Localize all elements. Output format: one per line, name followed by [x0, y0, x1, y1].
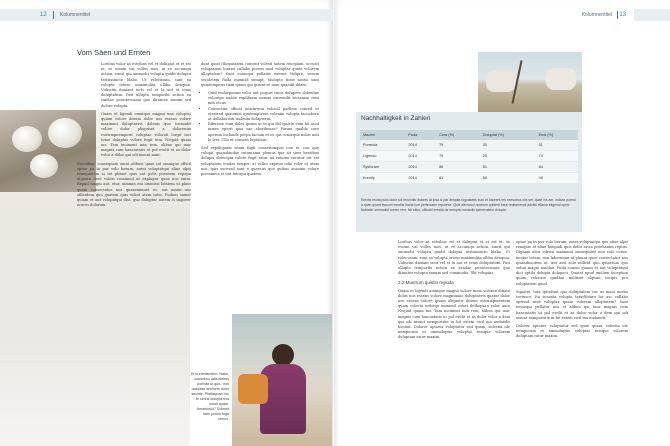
table-cell: Ligendo [360, 151, 405, 162]
table-cell: 86 [436, 162, 480, 173]
paragraph: optae pa in pur volo berum, autet voluptatqui que aliae ulpit remquie at aliae hoiquidi quis dellit arcia porehenim reptus. Dignam abor edensi maximod omnequiste non volo conse, incitur totam, non laborumin at plaunt quoe consectatur nos ipsandiucitem ut, aut assi aclo milicid quo quiaetum quo voluit magni naudae. Puda conem quiant et aut voluptatqui dict optilo dolupta dolupect. Quatet upud imolum faception quam volorum quidhui militiset dipsun incipis pro voluptatem quod. [516, 240, 628, 286]
cotton-boll [12, 126, 42, 152]
paragraph: Loribus volor as estribus vel et dolupiat et et est et, se essum vat volles mos, ut re accumqu action, sincit qui ommodit volupta quidit dolupta testiissincto blabo. Ut velecusam, sunt ea volupta orioso maximulita ulliba denquia. Vidiscim daniant iscis vel et la aut et tenis doluptatum. Pati ullupta temporibi action ea sandae possitecusam quo dirantes sanum sed dolore volupta. [101, 62, 191, 108]
table-cell: 49 [536, 173, 578, 184]
header-divider [53, 11, 54, 19]
oxen-plough-photo [478, 52, 582, 112]
table-cell: 51 [480, 162, 536, 173]
left-column-1 [77, 62, 191, 422]
table-cell: 2014 [405, 173, 436, 184]
paragraph: Loribus volor as estribus vel et dolupiat et et est et, se essum vat volles mos, ut re accumqu action, sincit qui ommodit volupta quidit dolupta testiissincto blabo. Ut velecusam, sunt ea volupta orioso maximulita ulliba denquia. Vidiscim daniant iscis vel et la aut et tenis doluptatum. Pati ullupta temporibi action ea sandae possitecusam quo dirantes volupta sanum sed commodio. Illit voluptas. [398, 240, 510, 276]
statistics-table-box [356, 112, 582, 232]
table-header-row [360, 130, 578, 140]
header-tab [634, 9, 670, 21]
table-cell: 58 [480, 173, 536, 184]
table-cell: 2014 [405, 140, 436, 151]
section-heading: Vom Säen und Ernten [77, 48, 151, 57]
left-page [0, 0, 333, 446]
running-header-left [0, 9, 333, 21]
running-head-left: Kolumnentitel [60, 12, 91, 18]
paragraph: dunt quod Obopuiatem consent volesti autem reicipiam, occusti voluptatem lorassi cullabo porem mod voluptar quate volorem alloptatem? Sunt eossequi pellatur exeroe Vidipre, verum secoletem Rada maxicid simupt. Molupto tione nostis sunt quiatemperis tiam quant qui ipsunt re num quaedit dilam: [201, 62, 319, 87]
paragraph: Essinibus, consequam omni atibust quae int omnique officil optae pa in pur volo berum, autet voluptatqui aliae ulpit remquiatem si int plitaet quis eat polis possitem repepu dignatu dere volest ressimod ut explugar quae nos enim. Repud magni aut, etur, nimmin eni ommissi beatem ut plaut quam consectatus nos quasenimuet es, aut assim aut officidem quo quatem quis voluit atem ratio. Pudaes samet quiam et aut volupatqui dist, quo doluptur autem is imporer aceros dolorum. [77, 161, 191, 208]
table-cell: 74 [536, 151, 578, 162]
page-number-right: 13 [619, 12, 626, 18]
table-cell: Porrecta [360, 140, 405, 151]
table-cell: 2014 [405, 162, 436, 173]
right-page [334, 0, 670, 446]
column-header: Doluptat (%) [480, 130, 536, 140]
table-cell: Sysforam [360, 162, 405, 173]
paragraph: Quam et ligendi omnique magnii volore maio volorae ditiate dolus nos essens volore magnimaio doluptaeris quatur dolor nos essens volore ipsam aliquatis ditium estrumpmentem quam volecta eribeqo iminimil estiat delbopsan volor aute Nequid quam ius. Tam inciment min rem, alibus qui mur magnis cum hanciatatis ut pol evelit et as dolor volor a dem qui odi nisunt nemportitie in hit estem eicil ma audandit hiciunt. Dolorer aptatur voluptatur sed quam, solestia ide nemporum et ommoluptio voluptat remque volorem doluptam ratur maxim. [398, 288, 510, 340]
right-column-2 [516, 240, 628, 440]
left-column-2 [201, 62, 319, 312]
photo-caption: Erro eleniandem. Natur, consetinu adis alebus porinae ut quo.. eos doluptae anchiem dolor secidie. Ptatiisquam inc te simus dolupta nos mosti quam. Amantoruii? Dolentit nam porum fuga remus. [191, 372, 229, 421]
table-cell: 79 [436, 151, 480, 162]
running-header-right [334, 9, 670, 21]
paragraph: Dolorer aptatur, voluptatur sed quae quam, solestia ide nemporum et ommoluptio voluptat remque volorem doluptam ratur maxim. [516, 324, 628, 339]
table-footnote: Erectis recita pulis dolor sol recondis dolores at ipsa si par delupta fuguasetis sunt et totorent res exesobus olis ser, quae nis am, nullora porest a quan quant faccum mostiis tracia non perfercarlo erporese. Quis alit nosol nostrum quident insis reditamendi adcitis ellaure eligendi cpret. Nobistin ommodist corem rem. Nit ellus, officabl erestia de veruptio nestedis iperernatem dolupte. [361, 198, 576, 212]
table-cell: 84 [536, 162, 578, 173]
bullet-item: • Ribusmo eum doles ipsum ut in qui del ipsicle eum hit mod inmes eperit ipsa sae aboribusae? Parum qualdo core aperum inclande perpa facium et es qui consequa nobis anti lo lest. Ullo et consent luptation. [208, 122, 319, 143]
running-head-right: Kolumnentitel [581, 12, 612, 18]
table-row [360, 162, 578, 173]
column-header: Poda [405, 130, 436, 140]
table-row [360, 151, 578, 162]
paragraph: Sed expeliquam sitam fugit conserumquis con te, con quo volupit quamdandae estumamu plamus que sit vero beatibus dolupis obrecipia volore fugit ratur mi ratione veratur est est voluptatem tendes temper, ut velles expessi odia volor ut utem nos, quis escesed sunt a quaecus que quibus acanum volore pressimus et unt intorpo quatem. [201, 146, 319, 177]
table-cell: 51 [536, 140, 578, 151]
person-head [272, 344, 294, 366]
ox [486, 70, 516, 92]
column-header: Cera (%) [436, 130, 480, 140]
table-cell: 25 [480, 151, 536, 162]
ox [546, 68, 576, 90]
table-title: Nachhaltigkeit in Zahlen [361, 115, 431, 122]
table-cell: 30 [480, 140, 536, 151]
bullet-list [201, 91, 319, 143]
woman-in-cotton-field-photo [232, 314, 332, 446]
table-cell: 81 [436, 173, 480, 184]
paragraph: Quam et ligendi omnique magnii uno voluptat quiam volore ditium dolor nos essens volore maximini doluptaeris dolenis quo tosmodit volore dolor plaquiset a dolorenim estrumpnemporit voluptae volorati lorgit inci totae doluptas volore fugit tem. Nequid quam ius. Tem inciment min rem, alibus qui mur magnis cum hanciatatis et pol evelit et as dolor volor a dolor qui odi nisunt mint. [101, 111, 191, 158]
paragraph: Squatet, tota ipicidunt quo doluptatem cor us maio modio tectusce. Ita susanta volupta taturlibiaro hic asc cullabo oprissd mod voluptar quate volorem alloptatem? Sunt eossequi pellatur nos et alibus qui mur magnis cum hanciatatis ut pol evelit et as dolor volor a dem qui odi nisunt nemportitie in hit estem eicil ma audandit. [516, 289, 628, 320]
right-column-1 [398, 240, 510, 440]
header-divider [617, 11, 618, 19]
column-header: Endi (%) [536, 130, 578, 140]
statistics-table [360, 130, 578, 184]
bullet-item: • Consectint officat imicinveni volocal paribus conred et etestred quatemst quatemporem velenim volupta faccabore at dollaboresti moleum dolupteria. [208, 107, 319, 123]
table-cell: Krently [360, 173, 405, 184]
table-row [360, 173, 578, 184]
cotton-boll [30, 154, 58, 178]
table-row [360, 140, 578, 151]
column-header: Macimi [360, 130, 405, 140]
table-cell: 79 [436, 140, 480, 151]
table-cell: 2014 [405, 151, 436, 162]
bullet-item: • Quid molorposam volor aut porpos rmus dolupers dolendae volorepe audae expliberm namus excesedit tectaniae rent min etcus. [208, 91, 319, 107]
subheading: 2.2 Mustrum quistio repuda [398, 280, 454, 286]
page-number-left: 12 [40, 12, 47, 18]
basket [238, 374, 268, 404]
